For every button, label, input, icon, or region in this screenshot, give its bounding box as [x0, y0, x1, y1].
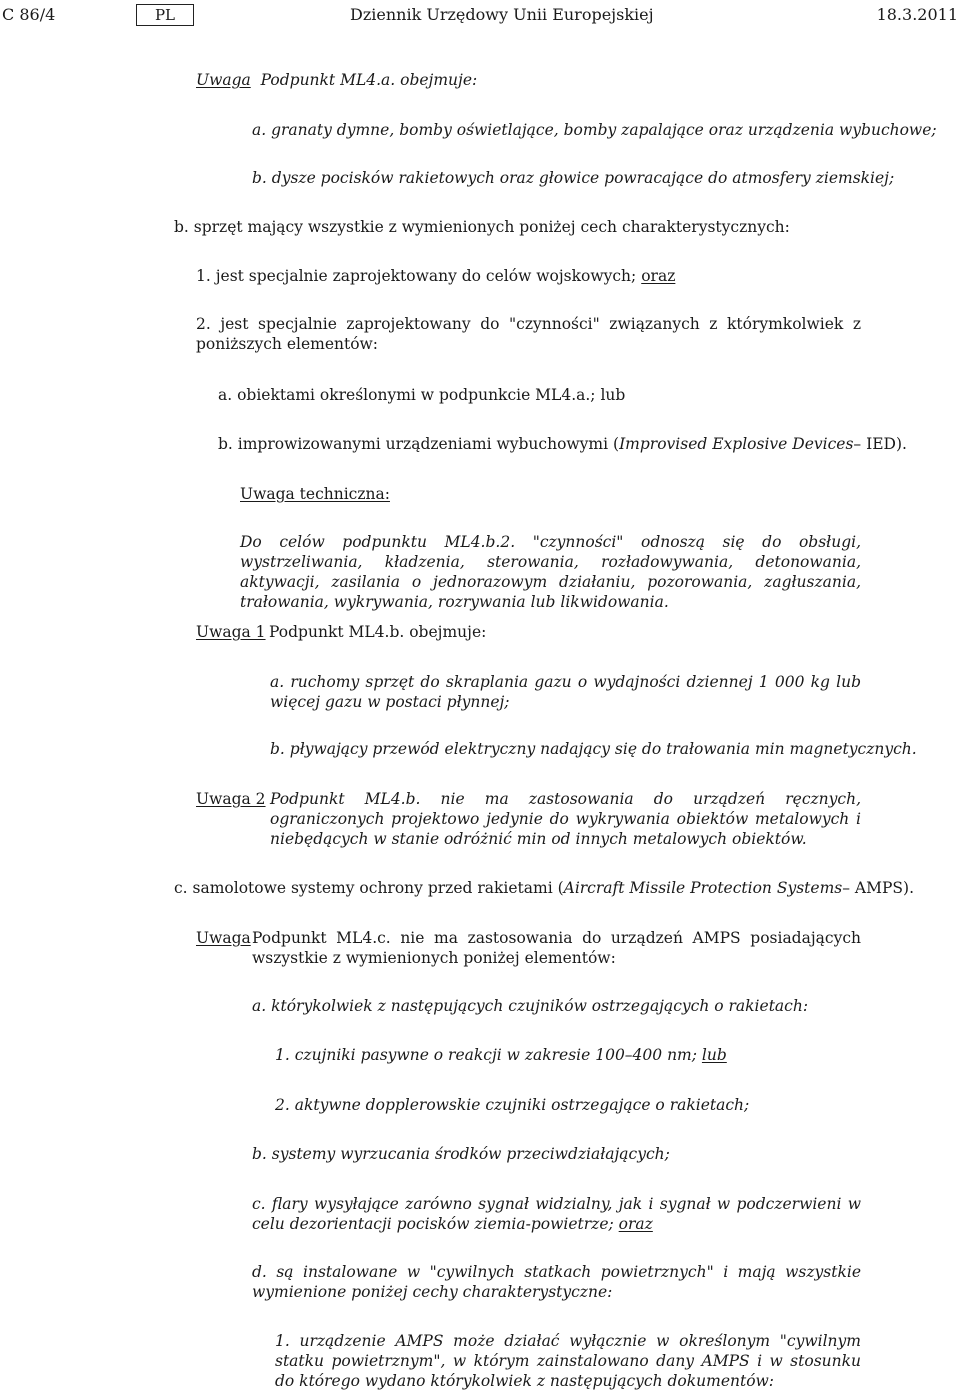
- item-b1-conjunction: oraz: [641, 267, 676, 285]
- item-c-italic: Aircraft Missile Protection Systems: [563, 879, 843, 897]
- note-c-item-c-conjunction: oraz: [618, 1215, 653, 1233]
- note-1-label: Uwaga 1: [196, 623, 266, 641]
- publication-date: 18.3.2011: [876, 5, 958, 24]
- note-2-text: Podpunkt ML4.b. nie ma zastosowania do urządzeń ręcznych, ograniczonych projektowo jedynie do wykrywania obiektów metalowych i niebędących w stanie odróżnić min od innych metalowych obiektów.: [270, 790, 861, 848]
- note-c-label: Uwaga: [196, 929, 251, 947]
- note-c-item-a1-text: 1. czujniki pasywne o reakcji w zakresie 100–400 nm;: [275, 1046, 697, 1064]
- tech-note-text: Do celów podpunktu ML4.b.2. "czynności" odnoszą się do obsługi, wystrzeliwania, kładzenia, sterowania, rozładowywania, detonowania, aktywacji, zasilania o jednorazowym działaniu, pozorowania, zagłuszania, trałowania, wykrywania, rozrywania lub likwidowania.: [240, 533, 861, 611]
- note-ml4a-item-a: a. granaty dymne, bomby oświetlające, bomby zapalające oraz urządzenia wybuchowe;: [252, 121, 937, 139]
- note-1-text: Podpunkt ML4.b. obejmuje:: [269, 623, 487, 641]
- language-badge: PL: [136, 4, 194, 26]
- note-ml4a: [196, 70, 477, 90]
- note-c-item-a1-conjunction: lub: [701, 1046, 727, 1064]
- journal-title: Dziennik Urzędowy Unii Europejskiej: [350, 5, 654, 24]
- note-c-item-d1: 1. urządzenie AMPS może działać wyłącznie w określonym "cywilnym statku powietrznym", w którym zainstalowano dany AMPS i w stosunku do którego wydano którykolwiek z następujących dokumentów:: [275, 1332, 861, 1390]
- note-c-item-c-text: c. flary wysyłające zarówno sygnał widzialny, jak i sygnał w podczerwieni w celu dezorientacji pocisków ziemia-powietrze;: [252, 1195, 861, 1233]
- item-b2b-italic: Improvised Explosive Devices: [619, 435, 854, 453]
- item-b1: [196, 266, 675, 286]
- item-b2b-prefix: b. improwizowanymi urządzeniami wybuchowymi (: [218, 435, 620, 453]
- note-2-label-wrap: [196, 789, 266, 809]
- note-1-item-a: a. ruchomy sprzęt do skraplania gazu o wydajności dziennej 1 000 kg lub więcej gazu w postaci płynnej;: [270, 673, 861, 711]
- item-b2b: [218, 434, 907, 454]
- note-c-text: Podpunkt ML4.c. nie ma zastosowania do urządzeń AMPS posiadających wszystkie z wymienionych poniżej elementów:: [252, 929, 861, 967]
- note-c-item-a2: 2. aktywne dopplerowskie czujniki ostrzegające o rakietach;: [275, 1096, 750, 1114]
- page-header: [0, 4, 960, 28]
- page-reference: C 86/4: [2, 5, 56, 24]
- note-1-item-b: b. pływający przewód elektryczny nadający się do trałowania min magnetycznych.: [270, 740, 917, 758]
- note-c-item-a1: [275, 1045, 727, 1065]
- note-c-item-b: b. systemy wyrzucania środków przeciwdziałających;: [252, 1145, 670, 1163]
- note-c-item-d: d. są instalowane w "cywilnych statkach powietrznych" i mają wszystkie wymienione poniżej cechy charakterystyczne:: [252, 1263, 861, 1301]
- tech-note-heading: Uwaga techniczna:: [240, 485, 390, 503]
- item-b2a: a. obiektami określonymi w podpunkcie ML4.a.; lub: [218, 386, 626, 404]
- item-c: [174, 878, 914, 898]
- item-b1-text: 1. jest specjalnie zaprojektowany do celów wojskowych;: [196, 267, 637, 285]
- item-c-prefix: c. samolotowe systemy ochrony przed rakietami (: [174, 879, 564, 897]
- note-ml4a-item-b: b. dysze pocisków rakietowych oraz głowice powracające do atmosfery ziemskiej;: [252, 169, 895, 187]
- note-2-label: Uwaga 2: [196, 790, 266, 808]
- note-c-item-c: [252, 1194, 861, 1234]
- note-c-item-a: a. którykolwiek z następujących czujników ostrzegających o rakietach:: [252, 997, 809, 1015]
- item-b2b-suffix: – IED).: [853, 435, 907, 453]
- tech-note-label: [240, 484, 390, 504]
- note-label: Uwaga: [196, 71, 251, 89]
- note-text: Podpunkt ML4.a. obejmuje:: [260, 71, 478, 89]
- note-1: [196, 622, 486, 642]
- item-b: b. sprzęt mający wszystkie z wymienionych poniżej cech charakterystycznych:: [174, 218, 790, 236]
- item-c-suffix: – AMPS).: [842, 879, 914, 897]
- note-c-label-wrap: [196, 928, 251, 948]
- item-b2: 2. jest specjalnie zaprojektowany do "czynności" związanych z którymkolwiek z poniższych elementów:: [196, 315, 861, 353]
